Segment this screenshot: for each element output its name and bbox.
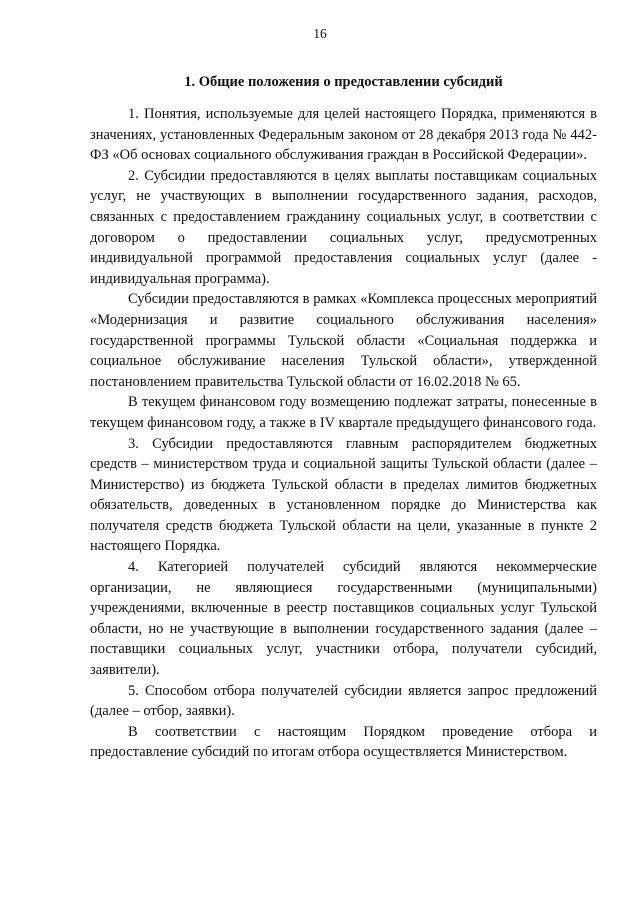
paragraph-item-2-purpose: 2. Субсидии предоставляются в целях выплаты поставщикам социальных услуг, не участвующих в выполнении государственного задания, расходов, связанных с предоставлением гражданину социальных услуг, в соответствии с договором о предоставлении социальных услуг, предусмотренных индивидуальной программой предоставления социальных услуг (далее - индивидуальная программа). xyxy=(90,167,597,287)
paragraph-reimbursement: В текущем финансовом году возмещению подлежат затраты, понесенные в текущем финансовом году, а также в IV квартале предыдущего финансового года. xyxy=(90,394,597,431)
section-heading: 1. Общие положения о предоставлении субсидий xyxy=(184,74,503,90)
paragraph-program-framework: Субсидии предоставляются в рамках «Комплекса процессных мероприятий «Модернизация и развитие социального обслуживания населения» государственной программы Тульской области «Социальная поддержка и социальное обслуживание населения Тульской области», утвержденной постановлением правительства Тульской области от 16.02.2018 № 65. xyxy=(90,291,597,390)
paragraph-item-1-terms: 1. Понятия, используемые для целей настоящего Порядка, применяются в значениях, установленных Федеральным законом от 28 декабря 2013 года № 442-ФЗ «Об основах социального обслуживания граждан в Российской Федерации». xyxy=(90,106,597,164)
paragraph-item-4-recipients: 4. Категорией получателей субсидий являются некоммерческие организации, не являющиеся государственными (муниципальными) учреждениями, включенные в реестр поставщиков социальных услуг Тульской области, но не участвующие в выполнении государственного задания (далее – поставщики социальных услуг, участники отбора, получатели субсидий, заявители). xyxy=(90,559,597,679)
document-body xyxy=(90,104,597,763)
paragraph-item-3-ministry: 3. Субсидии предоставляются главным распорядителем бюджетных средств – министерством труда и социальной защиты Тульской области (далее – Министерство) из бюджета Тульской области в пределах лимитов бюджетных обязательств, доведенных в установленном порядке до Министерства как получателя средств бюджета Тульской области на цели, указанные в пункте 2 настоящего Порядка. xyxy=(90,435,597,555)
paragraph-selection-execution: В соответствии с настоящим Порядком проведение отбора и предоставление субсидий по итогам отбора осуществляется Министерством. xyxy=(90,723,597,761)
paragraph-item-5-selection-method: 5. Способом отбора получателей субсидии является запрос предложений (далее – отбор, заявки). xyxy=(90,682,597,720)
page-number: 16 xyxy=(313,26,327,41)
